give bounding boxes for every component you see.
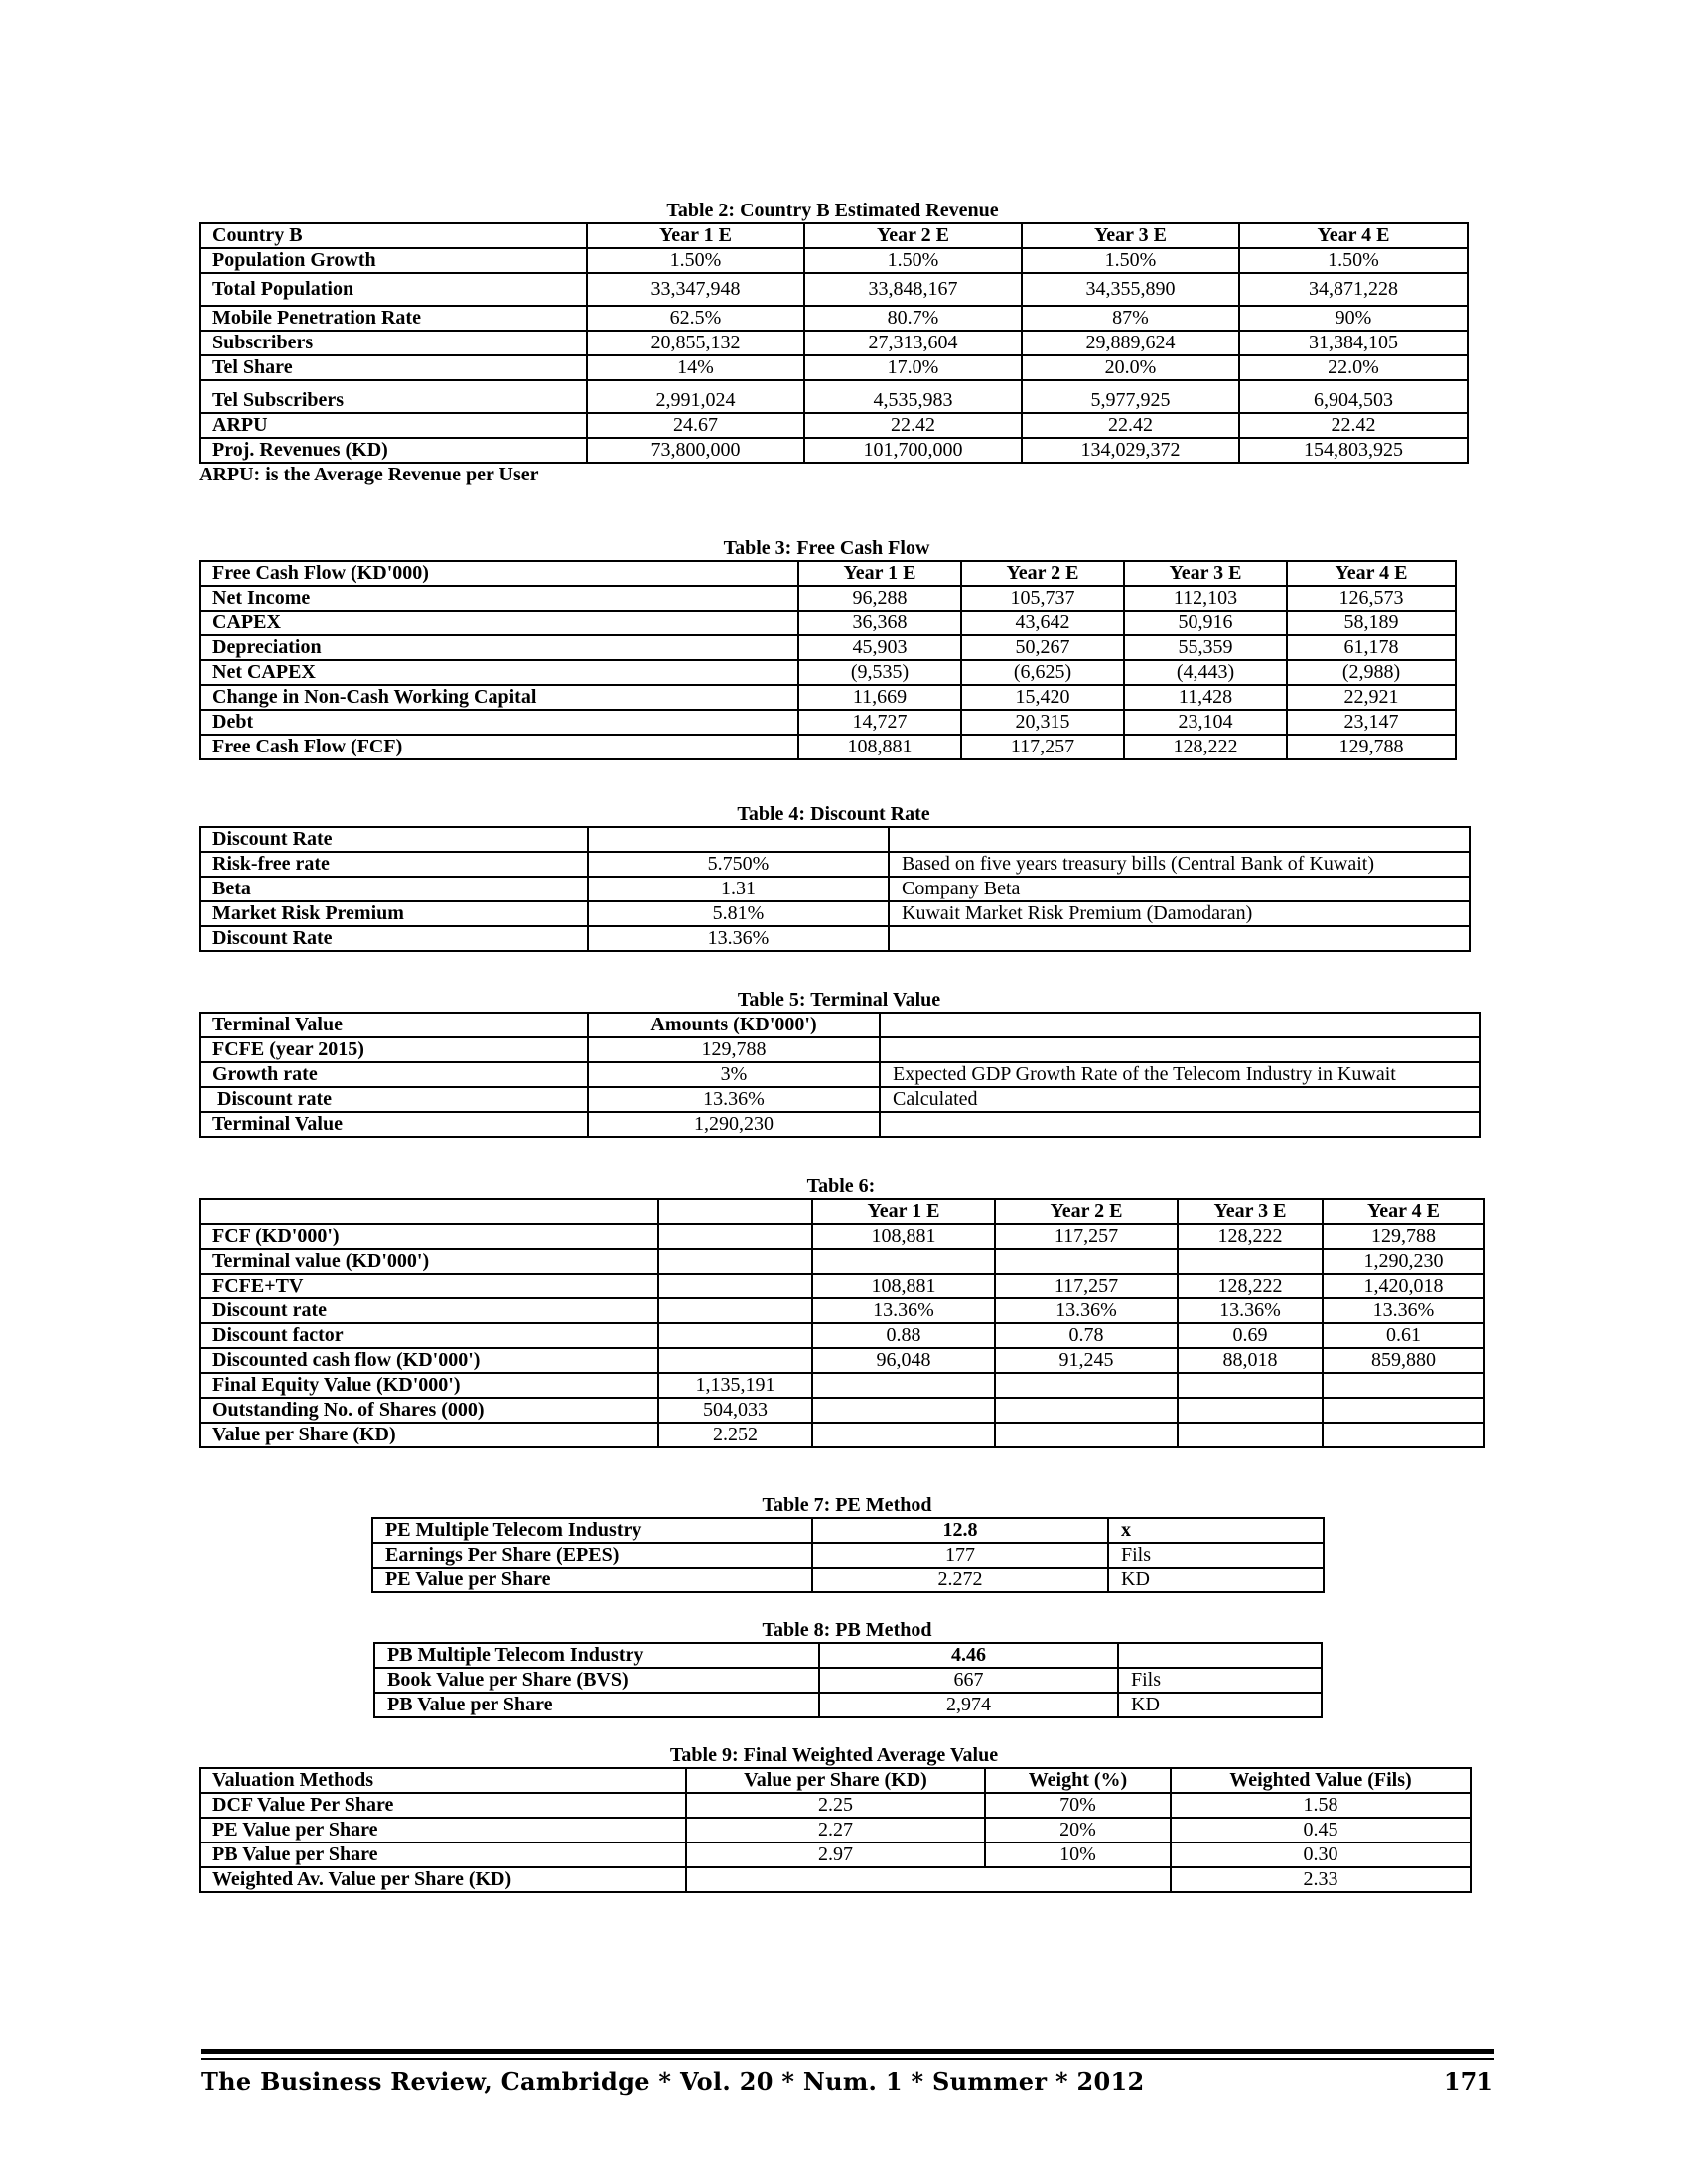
table-row [200,735,1456,759]
table-cell: 23,147 [1287,710,1456,735]
table-header-cell: Year 3 E [1178,1199,1323,1224]
table-header-cell: Valuation Methods [200,1768,686,1793]
table-cell: (4,443) [1124,660,1287,685]
table-cell: 1,290,230 [588,1112,880,1137]
row-label: PB Value per Share [200,1843,686,1867]
table-row [200,1398,1484,1423]
table-cell: 23,104 [1124,710,1287,735]
table-cell [658,1249,812,1274]
table7-caption: Table 7: PE Method [762,1494,932,1516]
table-cell: KD [1118,1693,1322,1717]
table-cell: 13.36% [1323,1298,1484,1323]
table-cell: 128,222 [1178,1224,1323,1249]
row-label: Terminal Value [200,1013,588,1037]
table-cell: 45,903 [798,635,961,660]
table-cell: 11,428 [1124,685,1287,710]
table-cell: 11,669 [798,685,961,710]
table-cell: 1.58 [1171,1793,1471,1818]
table5-block [199,988,1479,1138]
row-label: PE Value per Share [200,1818,686,1843]
table-cell: 34,355,890 [1022,273,1239,306]
table-cell: 5.750% [588,852,889,877]
row-label: Beta [200,877,588,901]
table-row [200,1112,1480,1137]
table-cell: 96,048 [812,1348,995,1373]
table-cell [880,1037,1480,1062]
table-cell [658,1224,812,1249]
table-cell [995,1423,1178,1447]
row-label: Mobile Penetration Rate [200,306,587,331]
row-label: Discount rate [200,1087,588,1112]
row-label: Discount factor [200,1323,658,1348]
table-cell: 0.69 [1178,1323,1323,1348]
table-cell: 24.67 [587,413,804,438]
row-label: Terminal value (KD'000') [200,1249,658,1274]
table-cell: 117,257 [961,735,1124,759]
table-header-cell: Year 1 E [587,223,804,248]
table-cell: 129,788 [1287,735,1456,759]
table-header-cell: Weighted Value (Fils) [1171,1768,1471,1793]
journal-footer: The Business Review, Cambridge * Vol. 20 * Num. 1 * Summer * 2012 [201,2067,1145,2096]
table-cell [889,827,1470,852]
table-cell: 5.81% [588,901,889,926]
table-cell [1178,1373,1323,1398]
table-cell [995,1373,1178,1398]
table-row [200,1013,1480,1037]
table-row [200,1348,1484,1373]
table-cell: Expected GDP Growth Rate of the Telecom Industry in Kuwait [880,1062,1480,1087]
table-cell [995,1249,1178,1274]
table-header-cell [200,1199,658,1224]
table4-caption: Table 4: Discount Rate [737,803,930,825]
table-cell: 87% [1022,306,1239,331]
table-cell: 3% [588,1062,880,1087]
table-cell: 859,880 [1323,1348,1484,1373]
table-row [200,438,1468,463]
row-label: PB Value per Share [374,1693,819,1717]
table-row [200,1298,1484,1323]
table-row [374,1668,1322,1693]
row-label: Market Risk Premium [200,901,588,926]
table-cell [880,1013,1480,1037]
table-cell: (2,988) [1287,660,1456,685]
table-cell: 88,018 [1178,1348,1323,1373]
table-header-cell: Year 2 E [995,1199,1178,1224]
row-label: Free Cash Flow (FCF) [200,735,798,759]
table-header-cell: Year 3 E [1022,223,1239,248]
table-cell: KD [1108,1568,1324,1592]
table-cell: Fils [1108,1543,1324,1568]
table-row [200,1373,1484,1398]
table-cell: (6,625) [961,660,1124,685]
table2 [199,222,1469,464]
table-row [200,586,1456,611]
table-cell: 50,916 [1124,611,1287,635]
table-row [200,413,1468,438]
table-cell: 0.61 [1323,1323,1484,1348]
table-cell: 154,803,925 [1239,438,1468,463]
table-header-cell: Amounts (KD'000') [588,1013,880,1037]
table-cell: 15,420 [961,685,1124,710]
table-cell: 129,788 [588,1037,880,1062]
table7 [371,1517,1325,1593]
table-cell-empty [686,1867,1171,1892]
table-cell [658,1323,812,1348]
row-label: Outstanding No. of Shares (000) [200,1398,658,1423]
row-label: FCF (KD'000') [200,1224,658,1249]
table-cell: 12.8 [812,1518,1108,1543]
table-cell: 91,245 [995,1348,1178,1373]
row-label: Final Equity Value (KD'000') [200,1373,658,1398]
table-cell: 22.0% [1239,355,1468,380]
table-cell: 5,977,925 [1022,380,1239,413]
table-header-cell: Country B [200,223,587,248]
table-cell: 61,178 [1287,635,1456,660]
row-label: Earnings Per Share (EPES) [372,1543,812,1568]
page-number: 171 [1443,2067,1493,2096]
table-cell: 43,642 [961,611,1124,635]
table-cell: 128,222 [1124,735,1287,759]
table-cell: 0.78 [995,1323,1178,1348]
row-label: Debt [200,710,798,735]
table2-caption: Table 2: Country B Estimated Revenue [666,200,999,221]
row-label: Terminal Value [200,1112,588,1137]
table-cell [889,926,1470,951]
row-label: Depreciation [200,635,798,660]
table-cell [658,1298,812,1323]
table-header-cell: Free Cash Flow (KD'000) [200,561,798,586]
table-row [200,273,1468,306]
table-cell: 96,288 [798,586,961,611]
row-label: CAPEX [200,611,798,635]
footer-rule [201,2058,1494,2060]
table-cell: 108,881 [812,1224,995,1249]
row-label: Net Income [200,586,798,611]
table9 [199,1767,1472,1893]
table-row [372,1518,1324,1543]
row-label: PE Multiple Telecom Industry [372,1518,812,1543]
table8 [373,1642,1323,1718]
row-label: Risk-free rate [200,852,588,877]
table-row [372,1568,1324,1592]
table-header-cell: Year 2 E [804,223,1022,248]
table-cell: 70% [985,1793,1171,1818]
table-cell: x [1108,1518,1324,1543]
row-label: Discount rate [200,1298,658,1323]
table-cell: 4.46 [819,1643,1118,1668]
table4 [199,826,1471,952]
table-cell: 504,033 [658,1398,812,1423]
row-label: Population Growth [200,248,587,273]
table-cell: 126,573 [1287,586,1456,611]
row-label: Book Value per Share (BVS) [374,1668,819,1693]
table-cell: 1,135,191 [658,1373,812,1398]
table-row [200,1843,1471,1867]
table5 [199,1012,1481,1138]
table-row [200,827,1470,852]
table-cell [1323,1423,1484,1447]
table-cell: 13.36% [812,1298,995,1323]
table-cell: 1.50% [1239,248,1468,273]
table-header-cell: Weight (%) [985,1768,1171,1793]
table-cell: 1.50% [587,248,804,273]
table-cell: 2,974 [819,1693,1118,1717]
table-cell: 10% [985,1843,1171,1867]
table-cell: 105,737 [961,586,1124,611]
table-cell [658,1274,812,1298]
table6-caption: Table 6: [806,1175,876,1197]
table-cell [588,827,889,852]
table-cell: 0.30 [1171,1843,1471,1867]
table-row [200,1423,1484,1447]
table-cell: 177 [812,1543,1108,1568]
table-cell: 128,222 [1178,1274,1323,1298]
row-label: Change in Non-Cash Working Capital [200,685,798,710]
table-row [200,685,1456,710]
table-cell: 1.50% [804,248,1022,273]
table-cell: 31,384,105 [1239,331,1468,355]
table-cell: 17.0% [804,355,1022,380]
table-row [200,306,1468,331]
table-header-cell: Value per Share (KD) [686,1768,985,1793]
table-cell: Fils [1118,1668,1322,1693]
table-cell: 33,848,167 [804,273,1022,306]
table-row [200,1323,1484,1348]
table-cell [1178,1398,1323,1423]
table-cell: 13.36% [1178,1298,1323,1323]
row-label: DCF Value Per Share [200,1793,686,1818]
table-cell: 134,029,372 [1022,438,1239,463]
table-cell: 117,257 [995,1224,1178,1249]
table4-block [199,802,1469,952]
table-header-cell: Year 2 E [961,561,1124,586]
table-cell: 1.50% [1022,248,1239,273]
table-cell: 50,267 [961,635,1124,660]
table-cell: Calculated [880,1087,1480,1112]
table-header-cell: Year 1 E [798,561,961,586]
table-cell: 29,889,624 [1022,331,1239,355]
row-label: Total Population [200,273,587,306]
table-cell: 4,535,983 [804,380,1022,413]
table-row [200,1867,1471,1892]
table-cell: 20% [985,1818,1171,1843]
table-cell: 20,315 [961,710,1124,735]
table-header-cell: Year 3 E [1124,561,1287,586]
table-row [200,1037,1480,1062]
table-cell [1323,1398,1484,1423]
table-cell: 2.252 [658,1423,812,1447]
table-cell: 2,991,024 [587,380,804,413]
table-cell [812,1249,995,1274]
table-cell [812,1398,995,1423]
table-cell: 1,290,230 [1323,1249,1484,1274]
table-cell: 2.33 [1171,1867,1471,1892]
table6-block [199,1174,1483,1448]
table8-block [373,1618,1321,1718]
table-cell: 22.42 [804,413,1022,438]
table8-caption: Table 8: PB Method [762,1619,932,1641]
table-row [200,561,1456,586]
table-cell: 1.31 [588,877,889,901]
table-row [200,1274,1484,1298]
table-cell: 36,368 [798,611,961,635]
table-row [200,1249,1484,1274]
table-cell: (9,535) [798,660,961,685]
table-header-cell: Year 1 E [812,1199,995,1224]
table-cell: 73,800,000 [587,438,804,463]
table-cell: 0.88 [812,1323,995,1348]
table-row [200,926,1470,951]
row-label: Tel Share [200,355,587,380]
row-label: Weighted Av. Value per Share (KD) [200,1867,686,1892]
table2-block [199,199,1467,486]
table-cell: 129,788 [1323,1224,1484,1249]
row-label: Subscribers [200,331,587,355]
table-cell: 13.36% [995,1298,1178,1323]
table-cell [1323,1373,1484,1398]
table-cell [658,1348,812,1373]
row-label: Value per Share (KD) [200,1423,658,1447]
table-cell: 6,904,503 [1239,380,1468,413]
table-cell: 108,881 [812,1274,995,1298]
table-row [200,1768,1471,1793]
row-label: FCFE+TV [200,1274,658,1298]
table-cell: 22.42 [1239,413,1468,438]
table-cell: 80.7% [804,306,1022,331]
row-label: Discounted cash flow (KD'000') [200,1348,658,1373]
table-row [200,355,1468,380]
table-row [200,710,1456,735]
table-cell [1118,1643,1322,1668]
table-cell: 2.25 [686,1793,985,1818]
table-row [200,635,1456,660]
table-row [200,901,1470,926]
table-cell: 58,189 [1287,611,1456,635]
table-cell: 667 [819,1668,1118,1693]
table-cell: 101,700,000 [804,438,1022,463]
row-label: ARPU [200,413,587,438]
table-row [200,223,1468,248]
table2-note: ARPU: is the Average Revenue per User [199,464,539,485]
table-header-cell: Year 4 E [1287,561,1456,586]
table-row [200,1199,1484,1224]
row-label: Tel Subscribers [200,380,587,413]
table-header-cell [658,1199,812,1224]
table-cell: 22,921 [1287,685,1456,710]
table-cell: 112,103 [1124,586,1287,611]
table-row [372,1543,1324,1568]
table-cell [812,1373,995,1398]
table-row [200,1224,1484,1249]
row-label: FCFE (year 2015) [200,1037,588,1062]
table-header-cell: Year 4 E [1323,1199,1484,1224]
table-cell: 0.45 [1171,1818,1471,1843]
table9-block [199,1743,1470,1893]
table-cell [812,1423,995,1447]
table-cell: 1,420,018 [1323,1274,1484,1298]
table-cell: 14% [587,355,804,380]
table-cell: 13.36% [588,926,889,951]
table-cell [995,1398,1178,1423]
table-cell: 108,881 [798,735,961,759]
table-row [200,660,1456,685]
table9-caption: Table 9: Final Weighted Average Value [669,1744,999,1766]
row-label: Net CAPEX [200,660,798,685]
table-cell: Based on five years treasury bills (Central Bank of Kuwait) [889,852,1470,877]
table-row [200,1793,1471,1818]
table5-caption: Table 5: Terminal Value [737,989,941,1011]
table-row [200,1818,1471,1843]
table-cell: 2.97 [686,1843,985,1867]
table3-block [199,536,1455,760]
table-cell: Company Beta [889,877,1470,901]
table-cell [880,1112,1480,1137]
table-row [200,852,1470,877]
table-cell: 2.27 [686,1818,985,1843]
table-cell [1178,1249,1323,1274]
table-header-cell: Year 4 E [1239,223,1468,248]
table-row [200,611,1456,635]
table-cell: 33,347,948 [587,273,804,306]
row-label: Discount Rate [200,827,588,852]
table3 [199,560,1457,760]
table-row [200,1087,1480,1112]
table-cell: Kuwait Market Risk Premium (Damodaran) [889,901,1470,926]
row-label: Growth rate [200,1062,588,1087]
table-row [200,248,1468,273]
row-label: PB Multiple Telecom Industry [374,1643,819,1668]
table-cell [1178,1423,1323,1447]
table-row [200,380,1468,413]
table-cell: 27,313,604 [804,331,1022,355]
table-cell: 2.272 [812,1568,1108,1592]
table-row [200,877,1470,901]
table-cell: 62.5% [587,306,804,331]
table-row [374,1643,1322,1668]
table-cell: 22.42 [1022,413,1239,438]
row-label: PE Value per Share [372,1568,812,1592]
table3-caption: Table 3: Free Cash Flow [723,537,930,559]
table-cell: 20,855,132 [587,331,804,355]
row-label: Discount Rate [200,926,588,951]
table-row [200,331,1468,355]
row-label: Proj. Revenues (KD) [200,438,587,463]
table7-block [371,1493,1323,1593]
table-cell: 20.0% [1022,355,1239,380]
table-cell: 55,359 [1124,635,1287,660]
table-cell: 13.36% [588,1087,880,1112]
table-row [374,1693,1322,1717]
table-row [200,1062,1480,1087]
footer-rule [201,2049,1494,2054]
table-cell: 117,257 [995,1274,1178,1298]
table6 [199,1198,1485,1448]
table-cell: 14,727 [798,710,961,735]
table-cell: 90% [1239,306,1468,331]
table-cell: 34,871,228 [1239,273,1468,306]
